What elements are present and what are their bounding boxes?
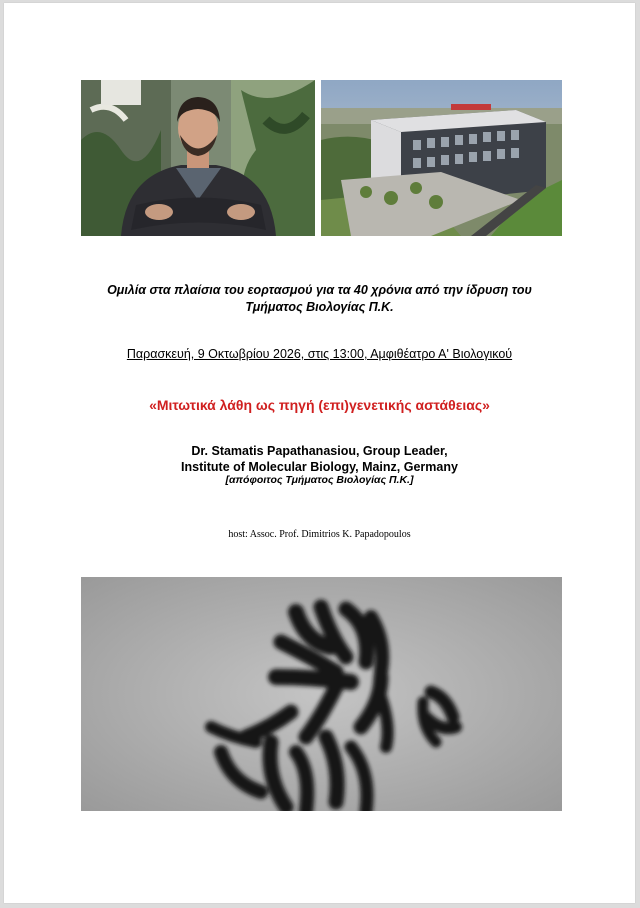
event-datetime: Παρασκευή, 9 Οκτωβρίου 2026, στις 13:00, Αμφιθέατρο Α' Βιολογικού — [126, 347, 513, 361]
document-page — [4, 3, 635, 903]
occasion-text — [4, 282, 635, 316]
institute-building-aerial-photo — [321, 80, 562, 236]
host-info: host: Assoc. Prof. Dimitrios K. Papadopoulos — [228, 529, 411, 540]
speaker-affiliation: Institute of Molecular Biology, Mainz, Germany — [181, 460, 458, 474]
speaker-portrait-photo — [81, 80, 315, 236]
speaker-name: Dr. Stamatis Papathanasiou, Group Leader, — [191, 444, 448, 458]
speaker-info — [4, 443, 635, 475]
chromosome-micrograph — [81, 577, 562, 811]
occasion-line-1: Ομιλία στα πλαίσια του εορτασμού για τα 40 χρόνια από την ίδρυση του — [107, 283, 532, 297]
occasion-line-2: Τμήματος Βιολογίας Π.Κ. — [245, 300, 394, 314]
talk-title: «Μιτωτικά λάθη ως πηγή (επι)γενετικής αστάθειας» — [149, 397, 490, 413]
alumnus-note: [απόφοιτος Τμήματος Βιολογίας Π.Κ.] — [225, 474, 414, 486]
